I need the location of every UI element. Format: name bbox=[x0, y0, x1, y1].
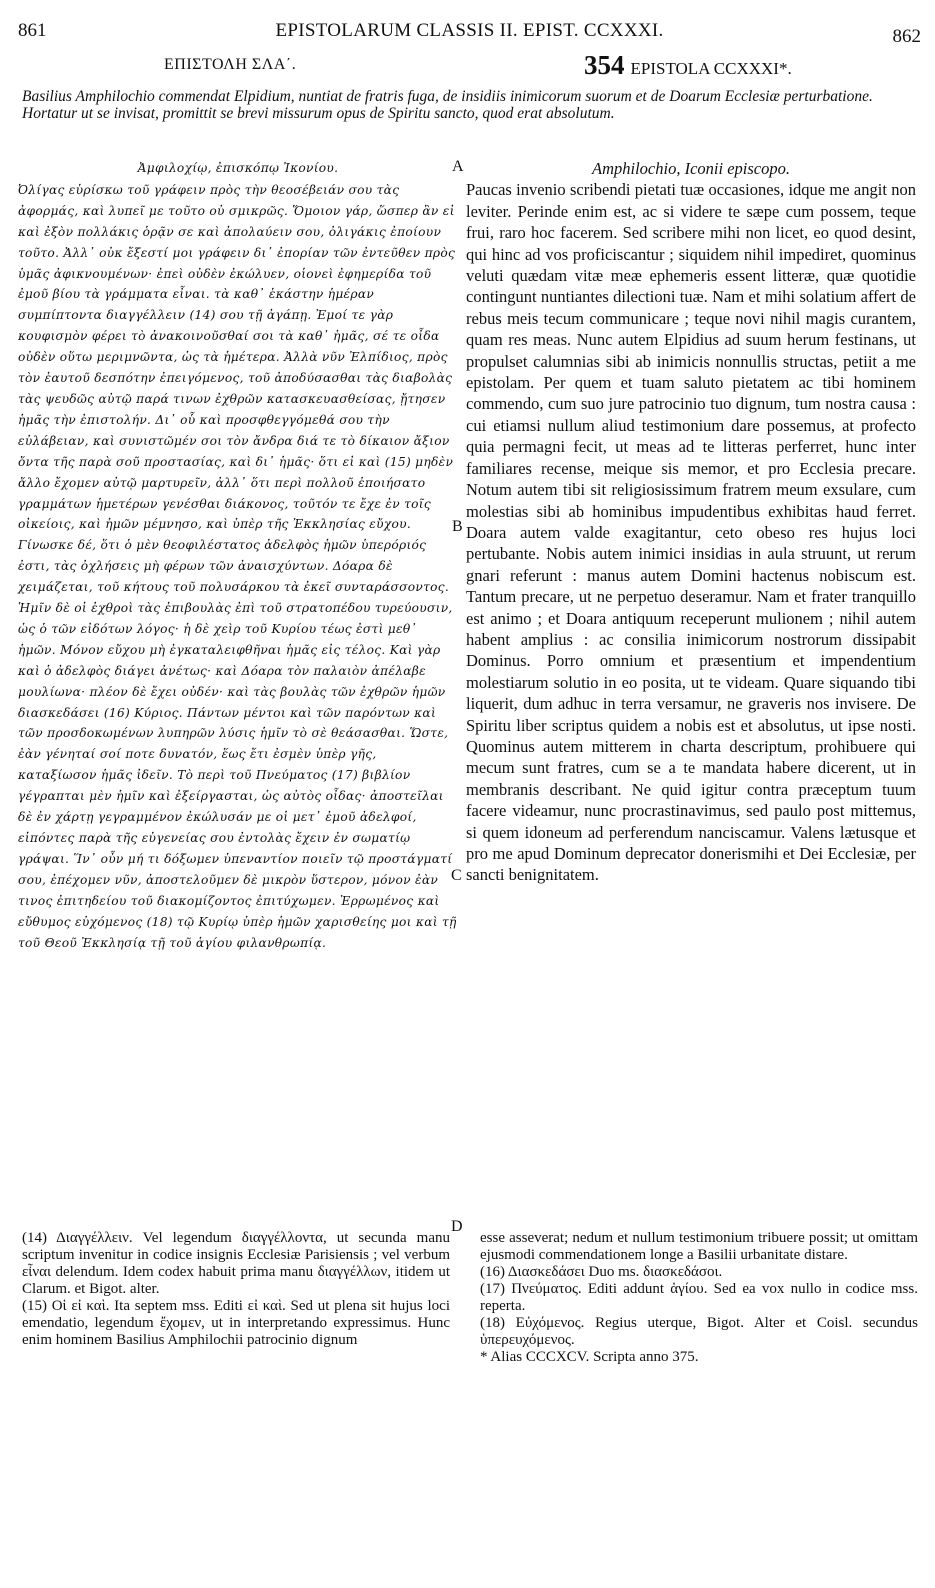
running-title: EPISTOLARUM CLASSIS II. EPIST. CCXXXI. bbox=[275, 20, 664, 41]
latin-address: Amphilochio, Iconii episcopo. bbox=[592, 159, 790, 178]
greek-letter-title: ΕΠΙΣΤΟΛΗ ΣΛΑ΄. bbox=[164, 56, 297, 73]
footnote: (17) Πνεύματος. Editi addunt ἁγίου. Sed ea vox nullo in codice mss. reperta. bbox=[480, 1281, 918, 1314]
latin-letter-heading bbox=[584, 50, 792, 81]
margin-marker-c: C bbox=[451, 867, 462, 884]
footnote: esse asseverat; nedum et nullum testimonium tribuere possit; ut omittam ejusmodi commendationem longe a Basilii urbanitate distare. bbox=[480, 1230, 918, 1263]
footnotes-left bbox=[22, 1230, 450, 1349]
latin-text: Paucas invenio scribendi pietati tuæ occasiones, idque me angit non leviter. Perinde enim est, ac si videre te sæpe cum possem, teque frui, raro hoc facerem. Sed scribere mihi non licet, eo quod desint, qui hinc ad vos proficiscantur ; siquidem nihil impediret, quominus veluti quædam vitæ meæ ephemeris essent litteræ, quæ quotidie contingunt nuntiantes dilectioni tuæ. Nam et mihi solatium affert de rebus meis tecum communicare ; teque novi nihil magis curantem, quam res meas. Nunc autem Elpidius ad suum herum festinans, ut propulset calumnias sibi ab inimicis nonnullis structas, petiit a me epistolam. Per quem et tuam saluto pietatem ac tibi hominem commendo, cum suo jure patrocinio tuo dignum, tum nostra causa : cui etiamsi nullum aliud testimonium dare possemus, at profecto quia permagni fecit, ut meas ad te litteras perferret, hunc inter familiares recense, meique sis memor, et pro Ecclesia precare. Notum autem tibi sit religiosissimum fratrem meum exsulare, cum molestias sibi ab hominibus impudentibus exhibitas haud ferret. Doara autem valde exagitantur, ceto obeso res hujus loci pertubante. Nobis autem inimici insidias in aula struunt, ut rerum gnari referunt : manus autem Domini hactenus nobiscum est. Tantum precare, ut ne perpetuo deseramur. Nam et frater tranquillo est animo ; et Doara antiquum receperunt mulionem ; nihil autem habent amplius : ac consilia inimicorum nostrorum dissipabit Dominus. Porro omnium et præsentium et impendentium molestiarum solutio in eo posita, ut te videam. Quare siquando tibi liquerit, dum adhuc in terra versamur, ne graveris nos invisere. De Spiritu liber scriptus quidem a nobis est et absolutus, ut ipse nosti. Quominus autem mitterem in charta descriptum, prohibuere qui mecum sunt fratres, cum se a te mandata habere dicerent, ut in membranis describant. Ne quid igitur contra præceptum tuum facere videamur, nunc procrastinavimus, sed paulo post mittemus, si quem idoneum ad perferendum nanciscamur. Valens lætusque et pro me apud Dominum deprecator donerismihi et Dei Ecclesiæ, per sancti benignitatem. bbox=[466, 180, 916, 885]
footnote: (16) Διασκεδάσει Duo ms. διασκεδάσοι. bbox=[480, 1264, 723, 1280]
letter-titles bbox=[0, 50, 935, 86]
letter-number: 354 bbox=[584, 50, 625, 80]
letter-summary: Basilius Amphilochio commendat Elpidium, nuntiat de fratris fuga, de insidiis inimicorum suorum et de Doarum Ecclesiæ perturbatione. Hortatur ut se invisat, promittit se brevi missurum opus de Spiritu sancto, quod erat absolutum. bbox=[22, 88, 873, 122]
margin-marker-a: A bbox=[452, 158, 464, 175]
footnotes-right bbox=[480, 1230, 918, 1366]
greek-column bbox=[18, 158, 458, 953]
footnote: * Alias CCCXCV. Scripta anno 375. bbox=[480, 1349, 699, 1365]
running-header bbox=[18, 12, 921, 46]
footnote: (18) Εὐχόμενος. Regius uterque, Bigot. Alter et Coisl. secundus ὑπερευχόμενος. bbox=[480, 1315, 918, 1348]
page-number-left: 861 bbox=[18, 20, 47, 41]
footnote: (14) Διαγγέλλειν. Vel legendum διαγγέλλοντα, ut secunda manu scriptum invenitur in codice insignis Ecclesiæ Parisiensis ; vel verbum εἶναι delendum. Idem codex habuit prima manu διαγγέλλων, itidem ut Clarum. et Bigot. alter. bbox=[22, 1230, 450, 1297]
greek-address: Ἀμφιλοχίῳ, ἐπισκόπῳ Ἰκονίου. bbox=[137, 161, 339, 175]
page-number-right: 862 bbox=[892, 26, 921, 47]
latin-column bbox=[466, 158, 916, 886]
greek-text: Ὀλίγας εὑρίσκω τοῦ γράφειν πρὸς τὴν θεοσέβειάν σου τὰς ἀφορμάς, καὶ λυπεῖ με τοῦτο οὐ σμικρῶς. Ὅμοιον γάρ, ὥσπερ ἂν εἰ καὶ ἐξὸν πολλάκις ὁρᾷν σε καὶ ἀπολαύειν σου, ὀλιγάκις ἐποίουν τοῦτο. Ἀλλ᾽ οὐκ ἔξεστί μοι γράφειν δι᾽ ἐπορίαν τῶν ἐντεῦθεν πρὸς ὑμᾶς ἀφικνουμένων· ἐπεὶ οὐδὲν ἐκώλυεν, οἱονεὶ ἐφημερίδα τοῦ ἐμοῦ βίου τὰ γράμματα εἶναι. τὰ καθ᾽ ἑκάστην ἡμέραν συμπίπτοντα διαγγέλλειν (14) σου τῇ ἀγάπῃ. Ἐμοί τε γὰρ κουφισμὸν φέρει τὸ ἀνακοινοῦσθαί σοι τὰ καθ᾽ ἡμᾶς, σέ τε οἶδα οὐδὲν οὕτω μεριμνῶντα, ὡς τὰ ἡμέτερα. Ἀλλὰ νῦν Ἐλπίδιος, πρὸς τὸν ἑαυτοῦ δεσπότην ἐπειγόμενος, τοῦ ἀποδύσασθαι τὰς διαβολὰς τὰς ψευδῶς αὐτῷ παρά τινων ἐχθρῶν κατασκευασθείσας, ᾔτησεν ἡμᾶς τὴν ἐπιστολήν. Δι᾽ οὗ καὶ προσφθεγγόμεθά σου τὴν εὐλάβειαν, καὶ συνιστῶμέν σοι τὸν ἄνδρα διά τε τὸ δίκαιον ἄξιον ὄντα τῆς παρὰ σοῦ προστασίας, καὶ δι᾽ ἡμᾶς· ὅτι εἰ καὶ (15) μηδὲν ἄλλο ἔχομεν αὐτῷ μαρτυρεῖν, ἀλλ᾽ ὅτι περὶ πολλοῦ ἐποιήσατο γραμμάτων ἡμετέρων γενέσθαι διάκονος, τοῦτόν τε ἔχε ἐν τοῖς οἰκείοις, καὶ ἡμῶν μέμνησο, καὶ ὑπὲρ τῆς Ἐκκλησίας εὔχου. Γίνωσκε δέ, ὅτι ὁ μὲν θεοφιλέστατος ἀδελφὸς ἡμῶν ὑπερόριός ἐστι, τὰς ὀχλήσεις μὴ φέρων τῶν ἀναισχύντων. Δόαρα δὲ χειμάζεται, τοῦ κήτους τοῦ πολυσάρκου τὰ ἐκεῖ συνταράσσοντος. Ἡμῖν δὲ οἱ ἐχθροὶ τὰς ἐπιβουλὰς ἐπὶ τοῦ στρατοπέδου τυρεύουσιν, ὡς ὁ τῶν εἰδότων λόγος· ἡ δὲ χεὶρ τοῦ Κυρίου τέως ἐστὶ μεθ᾽ ἡμῶν. Μόνον εὔχου μὴ ἐγκαταλειφθῆναι ἡμᾶς εἰς τέλος. Καὶ γὰρ καὶ ὁ ἀδελφὸς διάγει ἀνέτως· καὶ Δόαρα τὸν παλαιὸν ἀπέλαβε μουλίωνα· πλέον δὲ ἔχει οὐδέν· καὶ τὰς βουλὰς τῶν ἐχθρῶν ἡμῶν διασκεδάσει (16) Κύριος. Πάντων μέντοι καὶ τῶν παρόντων καὶ τῶν προσδοκωμένων λυπηρῶν λύσις ἡμῖν τὸ σὲ θεάσασθαι. Ὥστε, ἐὰν γένηταί σοί ποτε δυνατόν, ἕως ἔτι ἐσμὲν ὑπὲρ γῆς, καταξίωσον ἡμᾶς ἰδεῖν. Τὸ περὶ τοῦ Πνεύματος (17) βιβλίον γέγραπται μὲν ἡμῖν καὶ ἐξείργασται, ὡς αὐτὸς οἶδας· ἀποστεῖλαι δὲ ἐν χάρτῃ γεγραμμένον ἐκώλυσάν με οἱ μετ᾽ ἐμοῦ ἀδελφοί, εἰπόντες παρὰ τῆς εὐγενείας σου ἐντολὰς ἔχειν ἐν σωματίῳ γράψαι. Ἵν᾽ οὖν μή τι δόξωμεν ὑπεναντίον ποιεῖν τῷ προστάγματί σου, ἐπέχομεν νῦν, ἀποστελοῦμεν δὲ μικρὸν ὕστερον, μόνον ἐὰν τινος ἐπιτηδείου τοῦ διακομίζοντος ἐπιτύχωμεν. Ἐρρωμένος καὶ εὔθυμος εὐχόμενος (18) τῷ Κυρίῳ ὑπὲρ ἡμῶν χαρισθείης μοι καὶ τῇ τοῦ Θεοῦ Ἐκκλησίᾳ τῇ τοῦ ἁγίου φιλανθρωπίᾳ. bbox=[18, 182, 457, 950]
margin-marker-b: B bbox=[452, 518, 463, 535]
latin-letter-title: EPISTOLA CCXXXI*. bbox=[630, 59, 792, 78]
margin-marker-d: D bbox=[451, 1218, 463, 1235]
footnote: (15) Οἱ εἰ καὶ. Ita septem mss. Editi εἰ καὶ. Sed ut plena sit hujus loci emendatio, legendum ἔχομεν, ut in interpretando expressimus. Hunc enim hominem Basilius Amphilochii patrocinio dignum bbox=[22, 1298, 450, 1348]
